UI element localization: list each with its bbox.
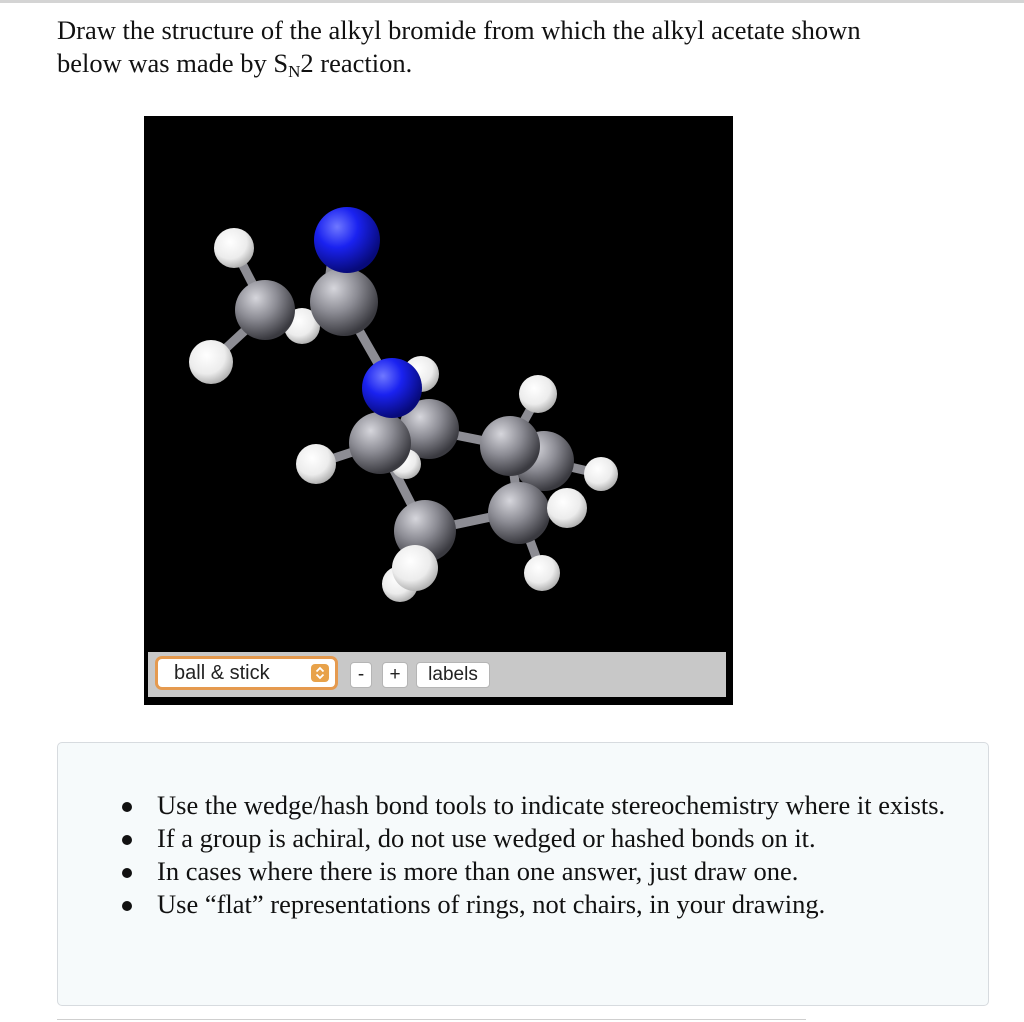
bullet-icon [122, 901, 132, 911]
carbon-atom [349, 412, 411, 474]
question-text [57, 14, 987, 80]
bullet-icon [122, 835, 132, 845]
hydrogen-atom [296, 444, 336, 484]
hydrogen-atom [392, 545, 438, 591]
instruction-text: In cases where there is more than one answer, just draw one. [157, 856, 799, 886]
question-line-2: below was made by S [57, 48, 289, 78]
hydrogen-atom [189, 340, 233, 384]
labels-button[interactable]: labels [416, 662, 490, 688]
bullet-icon [122, 802, 132, 812]
instructions-box [57, 742, 989, 1006]
list-item [122, 888, 952, 921]
zoom-in-button[interactable]: + [382, 662, 408, 688]
molecule-3d-model[interactable] [144, 116, 733, 652]
hydrogen-atom [584, 457, 618, 491]
carbon-atom [488, 482, 550, 544]
question-line-2-end: 2 reaction. [300, 48, 413, 78]
top-divider [0, 0, 1024, 3]
oxygen-atom [362, 358, 422, 418]
hydrogen-atom [524, 555, 560, 591]
molecule-viewer[interactable] [144, 116, 733, 705]
carbon-atom [480, 416, 540, 476]
list-item [122, 822, 952, 855]
instruction-text: If a group is achiral, do not use wedged or hashed bonds on it. [157, 823, 816, 853]
instruction-text: Use the wedge/hash bond tools to indicate stereochemistry where it exists. [157, 790, 946, 820]
hydrogen-atom [519, 375, 557, 413]
question-subscript-n: N [288, 62, 301, 81]
select-chevron-icon [311, 664, 329, 682]
instructions-list [122, 789, 952, 921]
display-style-value: ball & stick [174, 661, 270, 684]
hydrogen-atom [547, 488, 587, 528]
viewer-controls [148, 652, 726, 697]
carbon-atom [235, 280, 295, 340]
carbon-atom [310, 268, 378, 336]
instruction-text: Use “flat” representations of rings, not chairs, in your drawing. [157, 889, 826, 919]
bullet-icon [122, 868, 132, 878]
list-item [122, 855, 952, 888]
bottom-divider [57, 1019, 806, 1020]
zoom-out-button[interactable]: - [350, 662, 372, 688]
display-style-select[interactable] [155, 656, 338, 690]
hydrogen-atom [214, 228, 254, 268]
oxygen-atom [314, 207, 380, 273]
question-line-1: Draw the structure of the alkyl bromide from which the alkyl acetate shown [57, 15, 861, 45]
list-item [122, 789, 952, 822]
